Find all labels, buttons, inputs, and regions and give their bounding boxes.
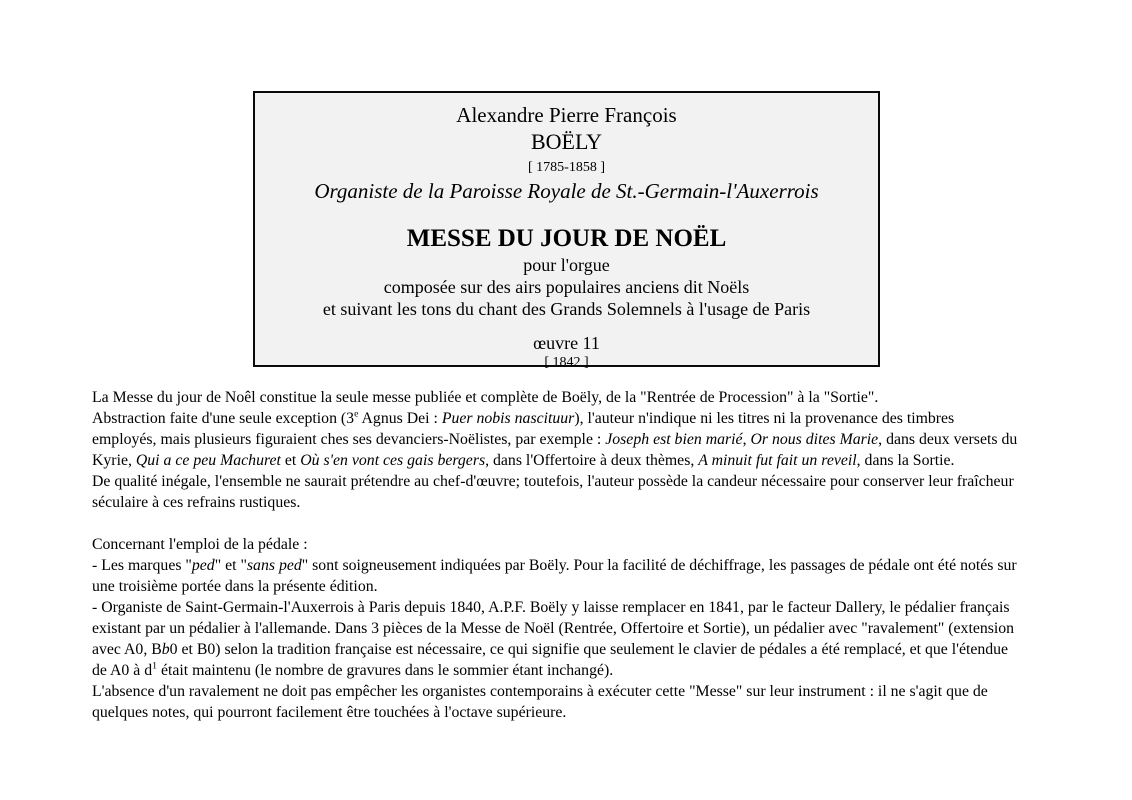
composer-forenames: Alexandre Pierre François [456, 103, 677, 127]
text-segment: - Les marques " [92, 557, 192, 574]
text-line [92, 492, 1047, 513]
text-line [92, 681, 1047, 702]
text-segment: sans ped [246, 557, 302, 574]
text-line [92, 660, 1047, 681]
text-line [92, 450, 1047, 471]
text-segment: De qualité inégale, l'ensemble ne saurait prétendre au chef-d'œuvre; toutefois, l'auteur possède la candeur nécessaire pour conserver leur fraîcheur [92, 473, 1014, 490]
text-segment: ), l'auteur n'indique ni les titres ni la provenance des timbres [574, 410, 955, 427]
text-line [92, 555, 1047, 576]
text-line [92, 618, 1047, 639]
text-segment: , dans l'Offertoire à deux thèmes, [485, 452, 699, 469]
text-line [92, 702, 1047, 723]
opus-number: œuvre 11 [533, 333, 600, 353]
text-segment: A minuit fut fait un reveil [698, 452, 857, 469]
paragraph [92, 534, 1047, 723]
composer-surname: BOËLY [530, 129, 603, 154]
text-segment: quelques notes, qui pourront facilement être touchées à l'octave supérieure. [92, 704, 567, 721]
paragraph [92, 387, 1047, 513]
text-segment: La Messe du jour de Noêl constitue la seule messe publiée et complète de Boëly, de la "Rentrée de Procession" à la "Sortie". [92, 389, 879, 406]
text-segment: , dans deux versets du [878, 431, 1018, 448]
text-segment: Kyrie, [92, 452, 136, 469]
text-segment: Joseph est bien marié [605, 431, 743, 448]
text-segment: Or nous dites Marie [750, 431, 879, 448]
text-segment: 0 et B0) selon la tradition française est nécessaire, ce qui signifie que seulement le clavier de pédales a été remplacé, et que l'étendue [169, 641, 1009, 658]
text-segment: et [280, 452, 301, 469]
text-line [92, 576, 1047, 597]
text-segment: Puer nobis nascituur [441, 410, 575, 427]
text-segment: , dans la Sortie. [856, 452, 955, 469]
text-segment: , [742, 431, 751, 448]
text-line [92, 597, 1047, 618]
text-line [92, 429, 1047, 450]
text-segment: L'absence d'un ravalement ne doit pas empêcher les organistes contemporains à exécuter cette "Messe" sur leur instrument : il ne s'agit que de [92, 683, 988, 700]
text-segment: " et " [214, 557, 247, 574]
text-line [92, 471, 1047, 492]
text-segment: avec A0, B [92, 641, 162, 658]
text-line [92, 387, 1047, 408]
text-segment: Concernant l'emploi de la pédale : [92, 536, 308, 553]
text-segment: Qui a ce peu Machuret [135, 452, 281, 469]
publication-year: [ 1842 ] [544, 355, 589, 370]
text-segment: - Organiste de Saint-Germain-l'Auxerrois à Paris depuis 1840, A.P.F. Boëly y laisse remplacer en 1841, par le facteur Dallery, le pédalier français [92, 599, 1010, 616]
text-segment: employés, mais plusieurs figuraient ches ses devanciers-Noëlistes, par exemple : [92, 431, 606, 448]
text-segment: existant par un pédalier à l'allemande. Dans 3 pièces de la Messe de Noël (Rentrée, Offertoire et Sortie), un pédalier avec "ravalement" (extension [92, 620, 1015, 637]
preface-text [92, 387, 1047, 723]
text-segment: Agnus Dei : [358, 410, 442, 427]
text-segment: 1 [152, 660, 157, 672]
text-segment: une troisième portée dans la présente édition. [92, 578, 378, 595]
text-segment: ped [191, 557, 215, 574]
composer-position: Organiste de la Paroisse Royale de St.-Germain-l'Auxerrois [314, 179, 819, 203]
text-line [92, 534, 1047, 555]
text-segment: b [161, 641, 170, 658]
text-segment: " sont soigneusement indiquées par Boëly. Pour la facilité de déchiffrage, les passages de pédale ont été notés sur [301, 557, 1017, 574]
title-box [253, 91, 880, 370]
work-subtitle-instrument: pour l'orgue [523, 255, 610, 275]
work-title: MESSE DU JOUR DE NOËL [406, 225, 727, 252]
text-segment: était maintenu (le nombre de gravures dans le sommier étant inchangé). [157, 662, 614, 679]
work-subtitle-airs: composée sur des airs populaires anciens dit Noëls [383, 277, 750, 297]
work-subtitle-tons: et suivant les tons du chant des Grands Solemnels à l'usage de Paris [322, 299, 811, 319]
text-segment: séculaire à ces refrains rustiques. [92, 494, 301, 511]
text-segment: e [354, 408, 359, 420]
composer-dates: [ 1785-1858 ] [528, 160, 605, 175]
text-line [92, 639, 1047, 660]
text-line [92, 408, 1047, 429]
text-segment: Abstraction faite d'une seule exception (3 [92, 410, 355, 427]
text-segment: de A0 à d [92, 662, 153, 679]
text-segment: Où s'en vont ces gais bergers [300, 452, 486, 469]
